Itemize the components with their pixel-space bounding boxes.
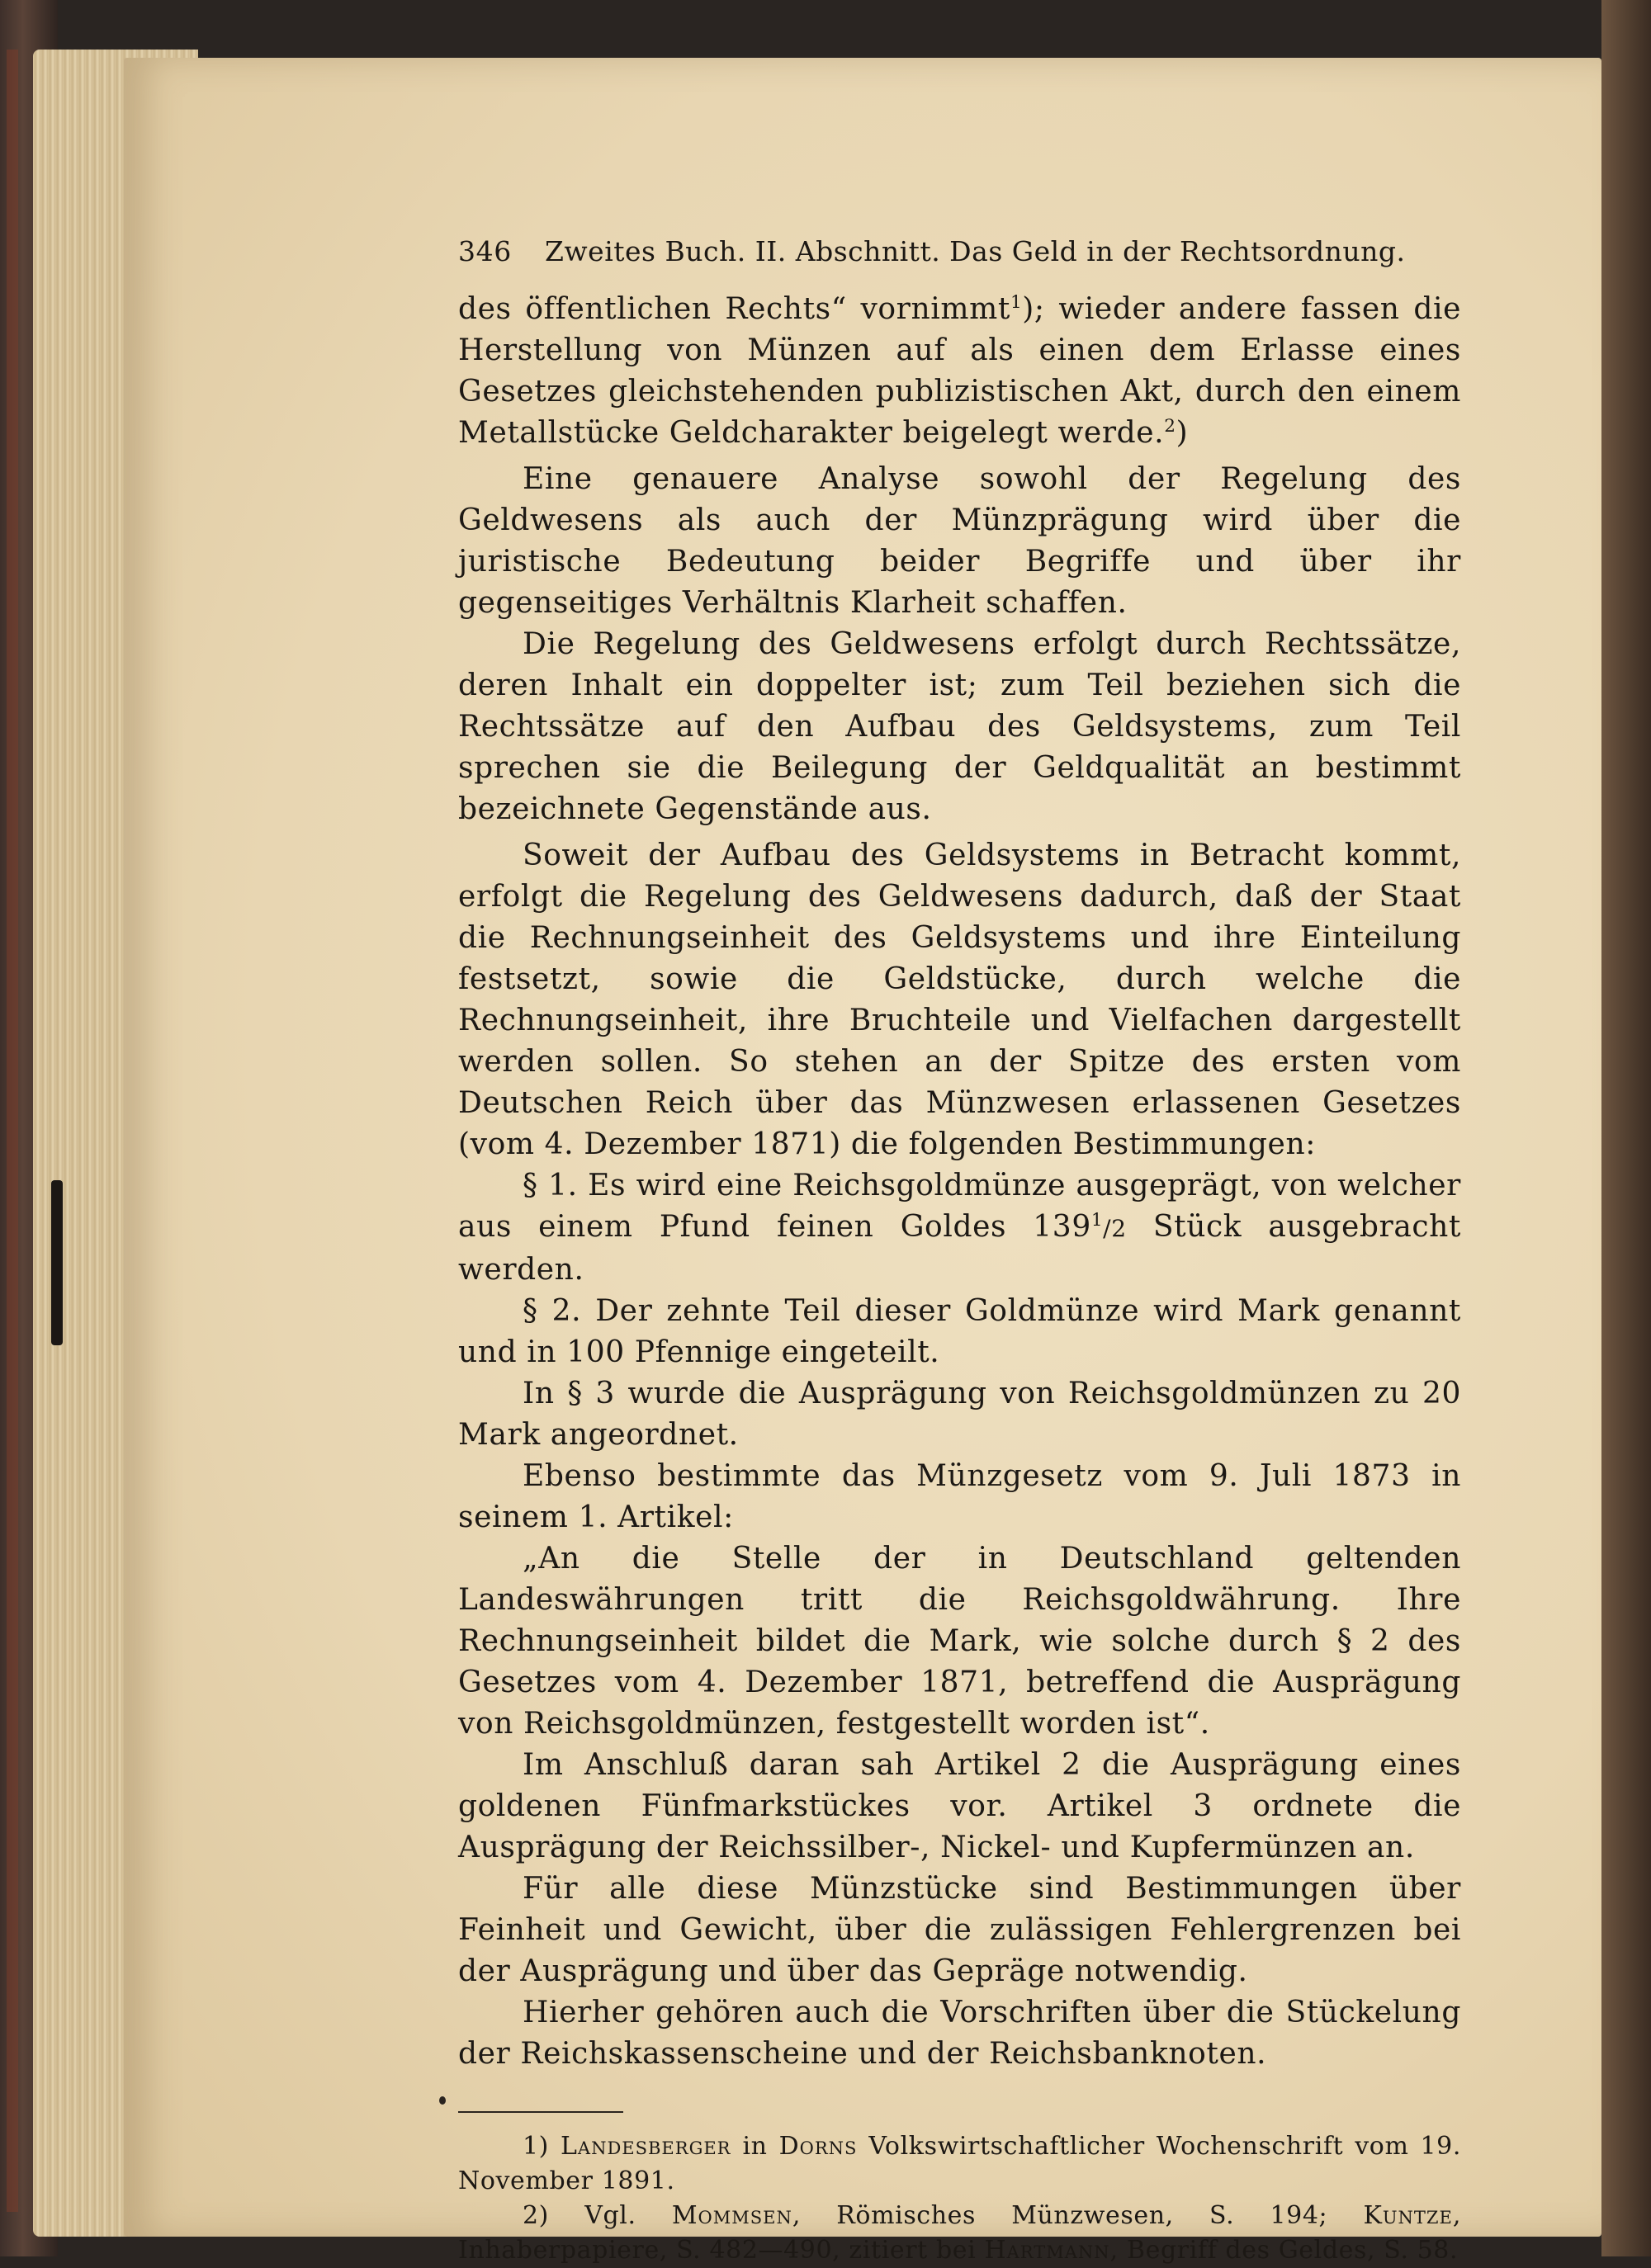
footnote-2-text-b: , Inhaberpapiere, S. 482—490, zitiert bei xyxy=(458,2201,1461,2265)
footnote-2-text-c: , Begriff des Geldes, S. 58. xyxy=(1109,2236,1459,2265)
paragraph-section-3: In § 3 wurde die Ausprägung von Reichsgoldmünzen zu 20 Mark angeordnet. xyxy=(458,1377,1461,1452)
footnote-2-author: Mommsen xyxy=(671,2201,792,2230)
book-spine-band xyxy=(7,50,18,2212)
law-section-2: § 2. Der zehnte Teil dieser Goldmünze wird Mark genannt und in 100 Pfennige eingeteilt. xyxy=(458,1294,1461,1369)
fraction-numerator: 1 xyxy=(1090,1210,1104,1231)
footnote-separator xyxy=(458,2111,623,2113)
paragraph-1 xyxy=(458,289,1461,454)
fraction-denominator: /2 xyxy=(1103,1215,1127,1242)
footnote-2-vgl: Vgl. xyxy=(584,2201,636,2230)
paragraph-2: Eine genauere Analyse sowohl der Regelung des Geldwesens als auch der Münzprägung wird über die juristische Bedeutung beider Begriffe und über ihr gegenseitiges Verhältnis Klarheit schaffen. xyxy=(458,462,1461,620)
paragraph-4: Soweit der Aufbau des Geldsystems in Betracht kommt, erfolgt die Regelung des Geldwesens dadurch, daß der Staat die Rechnungseinheit des Geldsystems und ihre Einteilung festsetzt, sowie die Geldstücke, durch welche die Rechnungseinheit, ihre Bruchteile und Vielfachen dargestellt werden sollen. So stehen an der Spitze des ersten vom Deutschen Reich über das Münzwesen erlassenen Gesetzes (vom 4. Dezember 1871) die folgenden Bestimmungen: xyxy=(458,839,1461,1161)
book-cover-right xyxy=(1601,0,1651,2256)
footnote-1-author: Landesberger xyxy=(560,2132,731,2161)
paragraph-1-text: des öffentlichen Rechts“ vornimmt xyxy=(458,292,1010,326)
paragraph-stueckelung: Hierher gehören auch die Vorschriften über die Stückelung der Reichskassenscheine und der Reichsbanknoten. xyxy=(458,1996,1461,2071)
footnote-1-text: Volkswirtschaftlicher Wochenschrift vom 19. November 1891. xyxy=(458,2132,1461,2195)
paragraph-1-text-cont: ); wieder andere fassen die Herstellung von Münzen auf als einen dem Erlasse eines Gesetzes gleichstehenden publizistischen Akt, durch den einem Metallstücke Geldcharakter beigelegt werde. xyxy=(458,292,1461,450)
page-text-block xyxy=(458,231,1461,2268)
footnote-1 xyxy=(458,2129,1461,2199)
footnote-2-author2: Kuntze xyxy=(1363,2201,1453,2230)
page-header xyxy=(458,231,1461,272)
footnote-ref-1: 1 xyxy=(1010,292,1023,313)
footnote-ref-2: 2 xyxy=(1164,416,1176,437)
footnote-2-text-a: , Römisches Münzwesen, S. 194; xyxy=(792,2201,1328,2230)
ink-spot xyxy=(439,2096,446,2105)
running-title: Zweites Buch. II. Abschnitt. Das Geld in der Rechtsordnung. xyxy=(545,235,1406,267)
paragraph-muenzstuecke: Für alle diese Münzstücke sind Bestimmungen über Feinheit und Gewicht, über die zulässigen Fehlergrenzen bei der Ausprägung und über das Gepräge notwendig. xyxy=(458,1872,1461,1988)
law-section-1 xyxy=(458,1165,1461,1291)
quote-article-1: „An die Stelle der in Deutschland geltenden Landeswährungen tritt die Reichsgoldwährung. Ihre Rechnungseinheit bildet die Mark, wie solche durch § 2 des Gesetzes vom 4. Dezember 1871, betreffend die Ausprägung von Reichsgoldmünzen, festgestellt worden ist“. xyxy=(458,1542,1461,1741)
footnote-2-author3: Hartmann xyxy=(984,2236,1110,2265)
footnote-2 xyxy=(458,2199,1461,2268)
book-clasp xyxy=(51,1180,63,1345)
paragraph-1-text-end: ) xyxy=(1176,416,1189,450)
paragraph-artikel-2-3: Im Anschluß daran sah Artikel 2 die Ausprägung eines goldenen Fünfmarkstückes vor. Artikel 3 ordnete die Ausprägung der Reichssilber-, Nickel- und Kupfermünzen an. xyxy=(458,1748,1461,1864)
footnote-2-marker: 2) xyxy=(523,2201,549,2230)
law-section-1-text: § 1. Es wird eine Reichsgoldmünze ausgeprägt, von welcher aus einem Pfund feinen Goldes 139 xyxy=(458,1169,1461,1244)
law-section-1-text-end: Stück ausgebracht werden. xyxy=(458,1210,1461,1287)
paragraph-muenzgesetz: Ebenso bestimmte das Münzgesetz vom 9. Juli 1873 in seinem 1. Artikel: xyxy=(458,1459,1461,1534)
page-number: 346 xyxy=(458,235,512,267)
footnote-1-in: in xyxy=(742,2132,768,2161)
paragraph-3: Die Regelung des Geldwesens erfolgt durch Rechtssätze, deren Inhalt ein doppelter ist; zum Teil beziehen sich die Rechtssätze auf den Aufbau des Geldsystems, zum Teil sprechen sie die Beilegung der Geldqualität an bestimmt bezeichnete Gegenstände aus. xyxy=(458,627,1461,826)
footnote-1-author2: Dorns xyxy=(778,2132,858,2161)
footnote-1-marker: 1) xyxy=(523,2132,549,2161)
